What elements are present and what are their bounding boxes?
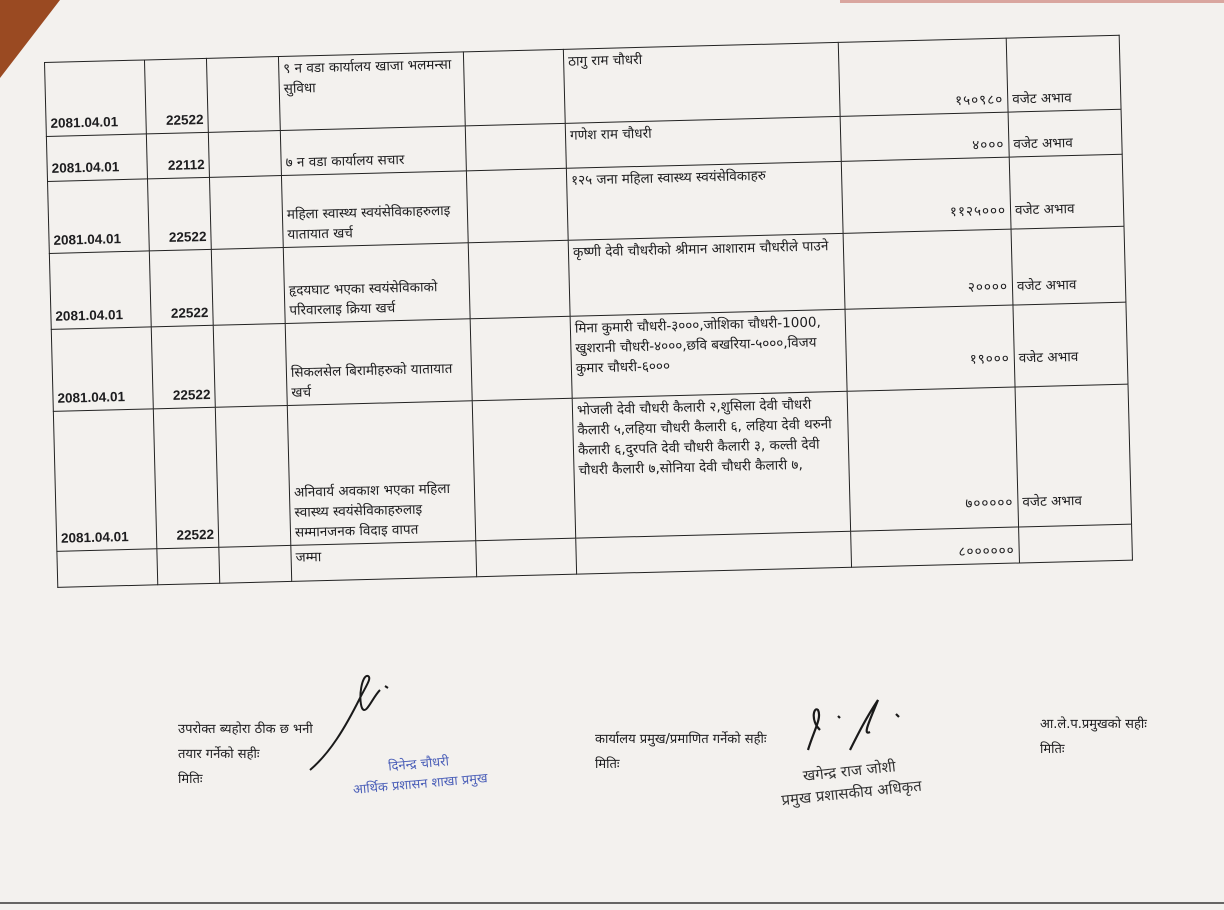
preparer-stamp-title: आर्थिक प्रशासन शाखा प्रमुख [352,771,489,798]
blank-cell [219,545,292,583]
recipient-cell: ठागु राम चौधरी [563,42,840,123]
amount-cell: १५०९८० [838,38,1008,116]
code-cell: 22522 [144,58,208,134]
blank-cell [57,549,158,588]
amount-cell: ४००० [840,112,1009,161]
blank-cell [472,398,576,540]
blank-cell [465,123,566,171]
preparer-line1: उपरोक्त ब्यहोरा ठीक छ भनी [178,722,313,737]
office-head-date: मितिः [595,757,620,772]
date-cell: 2081.04.01 [51,327,153,412]
blank-cell [470,316,572,401]
code-cell: 22112 [146,132,209,179]
code-cell: 22522 [153,407,219,549]
amount-cell: १९००० [845,305,1015,391]
blank-cell [211,248,285,326]
amount-cell: ११२५००० [841,157,1011,233]
office-head-line1: कार्यालय प्रमुख/प्रमाणित गर्नेको सहीः [595,732,767,747]
title-cell: अनिवार्य अवकाश भएका महिला स्वास्थ्य स्वयंसेविकाहरुलाइ सम्मानजनक विदाइ वापत [287,401,475,546]
remark-cell: वजेट अभाव [1006,35,1121,112]
preparer-signature-block [178,717,313,792]
recipient-cell: मिना कुमारी चौधरी-३०००,जोशिका चौधरी-1000, खुशरानी चौधरी-४०००,छवि बखरिया-५०००,विजय कुमार चौधरी-६००० [570,309,847,398]
table-body [45,35,1133,587]
office-head-stamp-title: प्रमुख प्रशासकीय अधिकृत [780,776,923,810]
blank-cell [213,323,287,407]
blank-cell [1019,524,1133,563]
page-bottom-edge [0,902,1224,904]
blank-cell [468,240,570,319]
amount-cell: २०००० [843,229,1013,309]
date-cell: 2081.04.01 [53,409,157,551]
blank-cell [463,49,565,126]
blank-cell [206,57,280,133]
date-cell: 2081.04.01 [45,60,147,137]
total-amount: ८०००००० [851,527,1020,567]
amount-cell: ७००००० [847,387,1018,531]
title-cell: हृदयघाट भएका स्वयंसेविकाको परिवारलाइ क्रिया खर्च [283,243,470,324]
title-cell: महिला स्वास्थ्य स्वयंसेविकाहरुलाइ यातायात खर्च [281,171,468,248]
recipient-cell: कृष्णी देवी चौधरीको श्रीमान आशाराम चौधरीले पाउने [568,233,845,316]
recipient-cell: १२५ जना महिला स्वास्थ्य स्वयंसेविकाहरु [566,161,843,240]
blank-cell [208,131,281,178]
blank-cell [476,538,577,577]
blank-cell [209,176,283,250]
recipient-cell: भोजली देवी चौधरी कैलारी २,शुसिला देवी चौधरी कैलारी ५,लहिया चौधरी कैलारी ६, लहिया देवी थरुनी कैलारी ६,दुरपति देवी चौधरी कैलारी ३, कल्ती देवी चौधरी कैलारी ७,सोनिया देवी चौधरी कैलारी ७, [572,391,850,538]
page-top-edge [840,0,1224,3]
blank-cell [466,168,568,243]
title-cell: ७ न वडा कार्यालय सचार [280,126,466,176]
remark-cell: वजेट अभाव [1011,226,1126,305]
remark-cell: वजेट अभाव [1013,302,1128,387]
blank-cell [215,405,291,547]
remark-cell: वजेट अभाव [1008,109,1122,157]
expense-table [44,35,1133,588]
blank-cell [157,547,220,585]
document-sheet [44,35,1133,588]
audit-head-line1: आ.ले.प.प्रमुखको सहीः [1040,717,1147,732]
date-cell: 2081.04.01 [48,179,150,254]
title-cell: ९ न वडा कार्यालय खाजा भलमन्सा सुविधा [278,52,465,131]
preparer-date: मितिः [178,772,203,787]
preparer-line2: तयार गर्नेको सहीः [178,747,260,762]
preparer-stamp-name: दिनेन्द्र चौधरी [387,754,450,775]
office-head-signature-block [595,727,766,777]
blank-cell [576,531,852,574]
table-row [53,384,1131,551]
remark-cell: वजेट अभाव [1009,154,1124,229]
audit-head-signature-block [1040,712,1147,762]
total-label: जम्मा [291,541,477,582]
date-cell: 2081.04.01 [46,134,147,182]
office-head-stamp-name: खगेन्द्र राज जोशी [802,757,897,785]
code-cell: 22522 [151,325,215,409]
code-cell: 22522 [147,177,211,251]
remark-cell: वजेट अभाव [1015,384,1132,527]
date-cell: 2081.04.01 [49,251,151,330]
code-cell: 22522 [149,249,213,327]
audit-head-date: मितिः [1040,742,1065,757]
recipient-cell: गणेश राम चौधरी [565,116,841,168]
title-cell: सिकलसेल बिरामीहरुको यातायात खर्च [285,319,472,406]
